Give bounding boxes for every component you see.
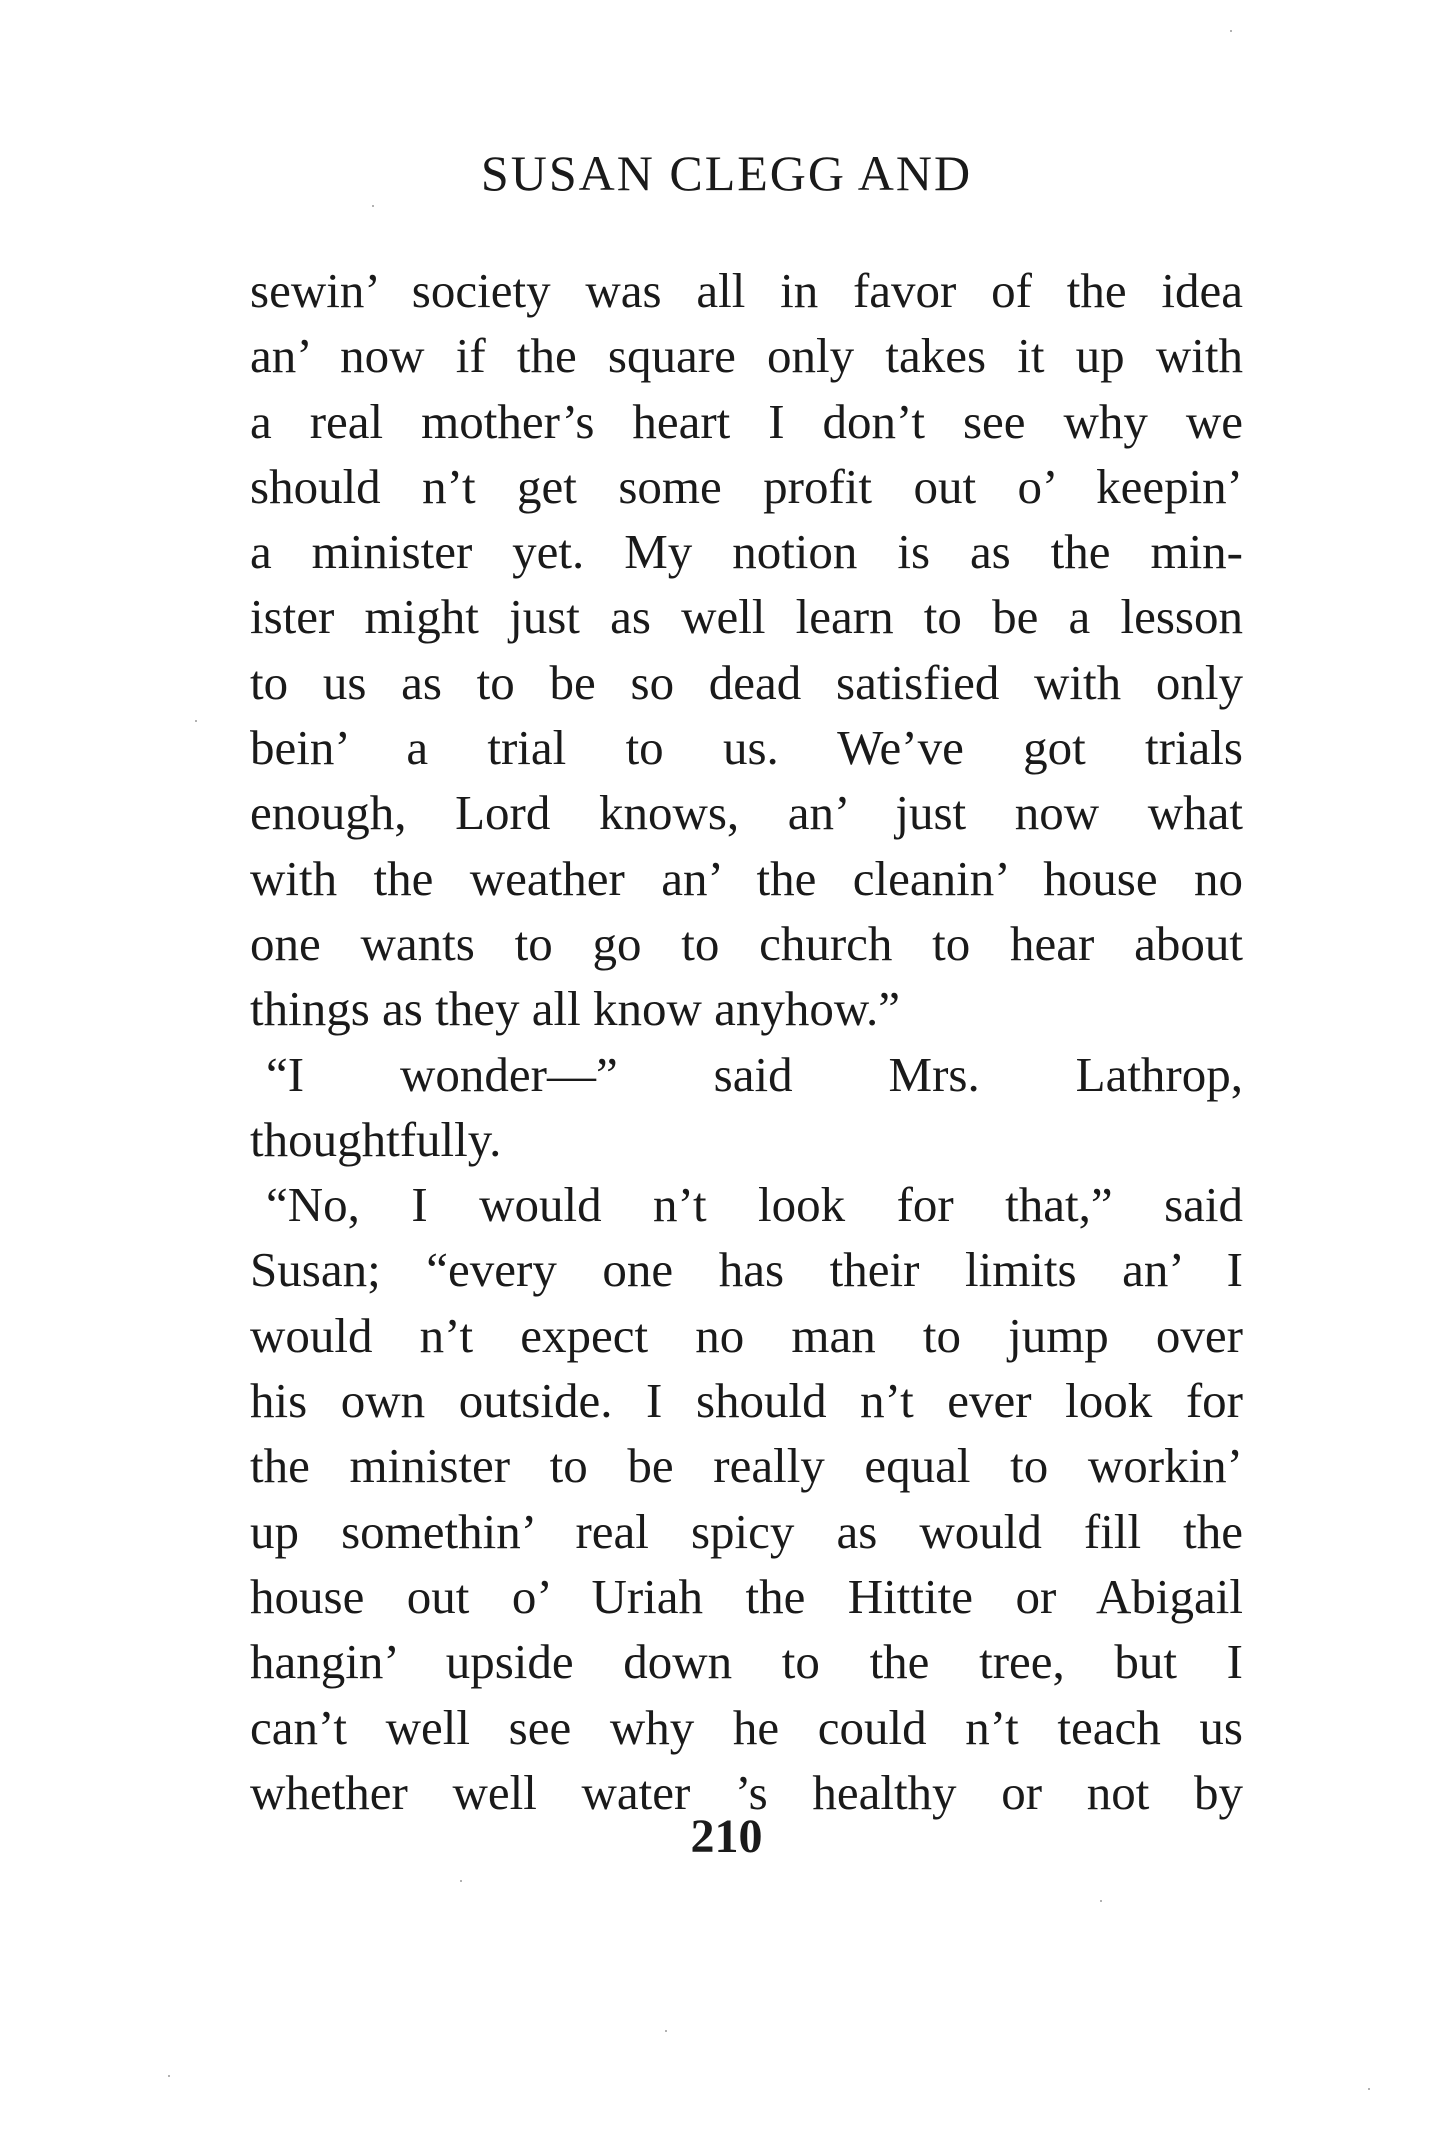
text-line: the minister to be really equal to workin’ (250, 1438, 1243, 1494)
paper-speck (460, 1880, 462, 1882)
text-line: to us as to be so dead satisfied with only (250, 654, 1243, 710)
text-line: a real mother’s heart I don’t see why we (250, 393, 1243, 449)
text-line: “I wonder—” said Mrs. Lathrop, (266, 1046, 1243, 1102)
text-line: sewin’ society was all in favor of the idea (250, 263, 1243, 318)
text-line: with the weather an’ the cleanin’ house no (250, 850, 1243, 906)
paper-speck (1100, 1900, 1102, 1902)
paper-speck (372, 205, 374, 207)
paper-speck (168, 2075, 170, 2077)
text-line: up somethin’ real spicy as would fill the (250, 1503, 1243, 1559)
text-line: a minister yet. My notion is as the min- (250, 524, 1243, 580)
text-line: thoughtfully. (250, 1111, 502, 1167)
text-line: should n’t get some profit out o’ keepin’ (250, 458, 1243, 514)
running-head: SUSAN CLEGG AND (480, 145, 973, 201)
text-line: things as they all know anyhow.” (250, 981, 901, 1037)
text-line: house out o’ Uriah the Hittite or Abigail (250, 1568, 1243, 1624)
text-line: ister might just as well learn to be a lesson (250, 589, 1243, 645)
text-line: whether well water ’s healthy or not by (250, 1764, 1243, 1820)
text-line: bein’ a trial to us. We’ve got trials (250, 720, 1243, 776)
text-line: can’t well see why he could n’t teach us (250, 1699, 1243, 1755)
text-line: enough, Lord knows, an’ just now what (250, 785, 1243, 841)
text-line: Susan; “every one has their limits an’ I (250, 1242, 1243, 1298)
paper-speck (1230, 30, 1232, 32)
paper-speck (665, 2030, 667, 2032)
body-text (250, 258, 1243, 1825)
text-line: would n’t expect no man to jump over (250, 1307, 1243, 1363)
text-line: hangin’ upside down to the tree, but I (250, 1634, 1243, 1690)
text-line: an’ now if the square only takes it up with (250, 328, 1243, 384)
text-line: “No, I would n’t look for that,” said (266, 1177, 1243, 1233)
text-line: his own outside. I should n’t ever look for (250, 1373, 1243, 1429)
paper-speck (195, 720, 197, 722)
page-number: 210 (690, 1810, 763, 1863)
paper-speck (1368, 2088, 1370, 2090)
text-line: one wants to go to church to hear about (250, 915, 1243, 971)
